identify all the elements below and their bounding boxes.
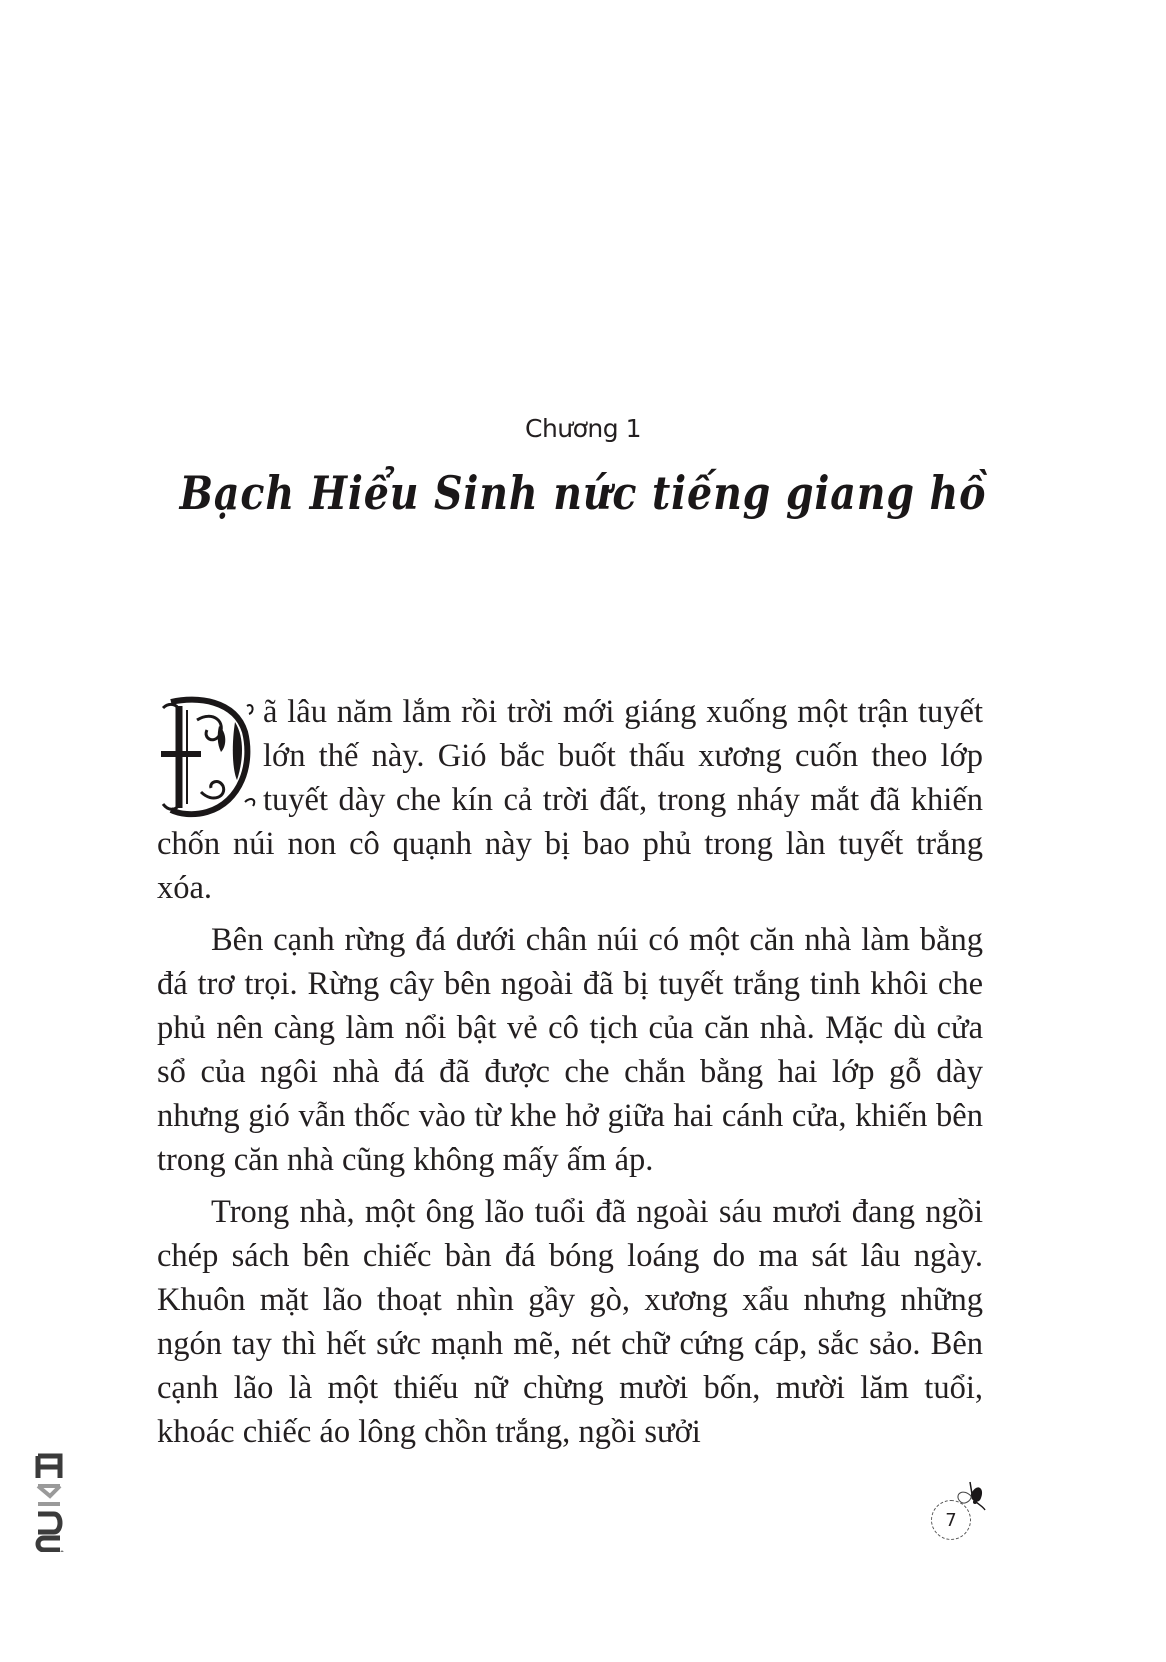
publisher-logo (30, 1452, 70, 1552)
paragraph-1-text: ã lâu năm lắm rồi trời mới giáng xuống một trận tuyết lớn thế này. Gió bắc buốt thấu xương cuốn theo lớp tuyết dày che kín cả trời đất, trong nháy mắt đã khiến chốn núi non cô quạnh này bị bao phủ trong làn tuyết trắng xóa. (157, 694, 983, 906)
svg-text:Đ: Đ (207, 692, 208, 693)
paragraph-1 (157, 690, 983, 910)
page-number: 7 (931, 1500, 971, 1540)
chapter-label: Chương 1 (524, 414, 641, 443)
drop-cap-icon (157, 692, 257, 820)
page-number-ornament (925, 1478, 995, 1548)
paragraph-3: Trong nhà, một ông lão tuổi đã ngoài sáu mươi đang ngồi chép sách bên chiếc bàn đá bóng loáng do ma sát lâu ngày. Khuôn mặt lão thoạt nhìn gầy gò, xương xẩu nhưng những ngón tay thì hết sức mạnh mẽ, nét chữ cứng cáp, sắc sảo. Bên cạnh lão là một thiếu nữ chừng mười bốn, mười lăm tuổi, khoác chiếc áo lông chồn trắng, ngồi sưởi (157, 1194, 983, 1450)
amun-logo-icon (30, 1452, 70, 1552)
paragraph-2: Bên cạnh rừng đá dưới chân núi có một căn nhà làm bằng đá trơ trọi. Rừng cây bên ngoài đã bị tuyết trắng tinh khôi che phủ nên càng làm nổi bật vẻ cô tịch của căn nhà. Mặc dù cửa sổ của ngôi nhà đá đã được che chắn bằng hai lớp gỗ dày nhưng gió vẫn thốc vào từ khe hở giữa hai cánh cửa, khiến bên trong căn nhà cũng không mấy ấm áp. (157, 922, 983, 1178)
chapter-body (157, 690, 983, 1462)
chapter-title: Bạch Hiểu Sinh nức tiếng giang hồ (179, 466, 987, 520)
